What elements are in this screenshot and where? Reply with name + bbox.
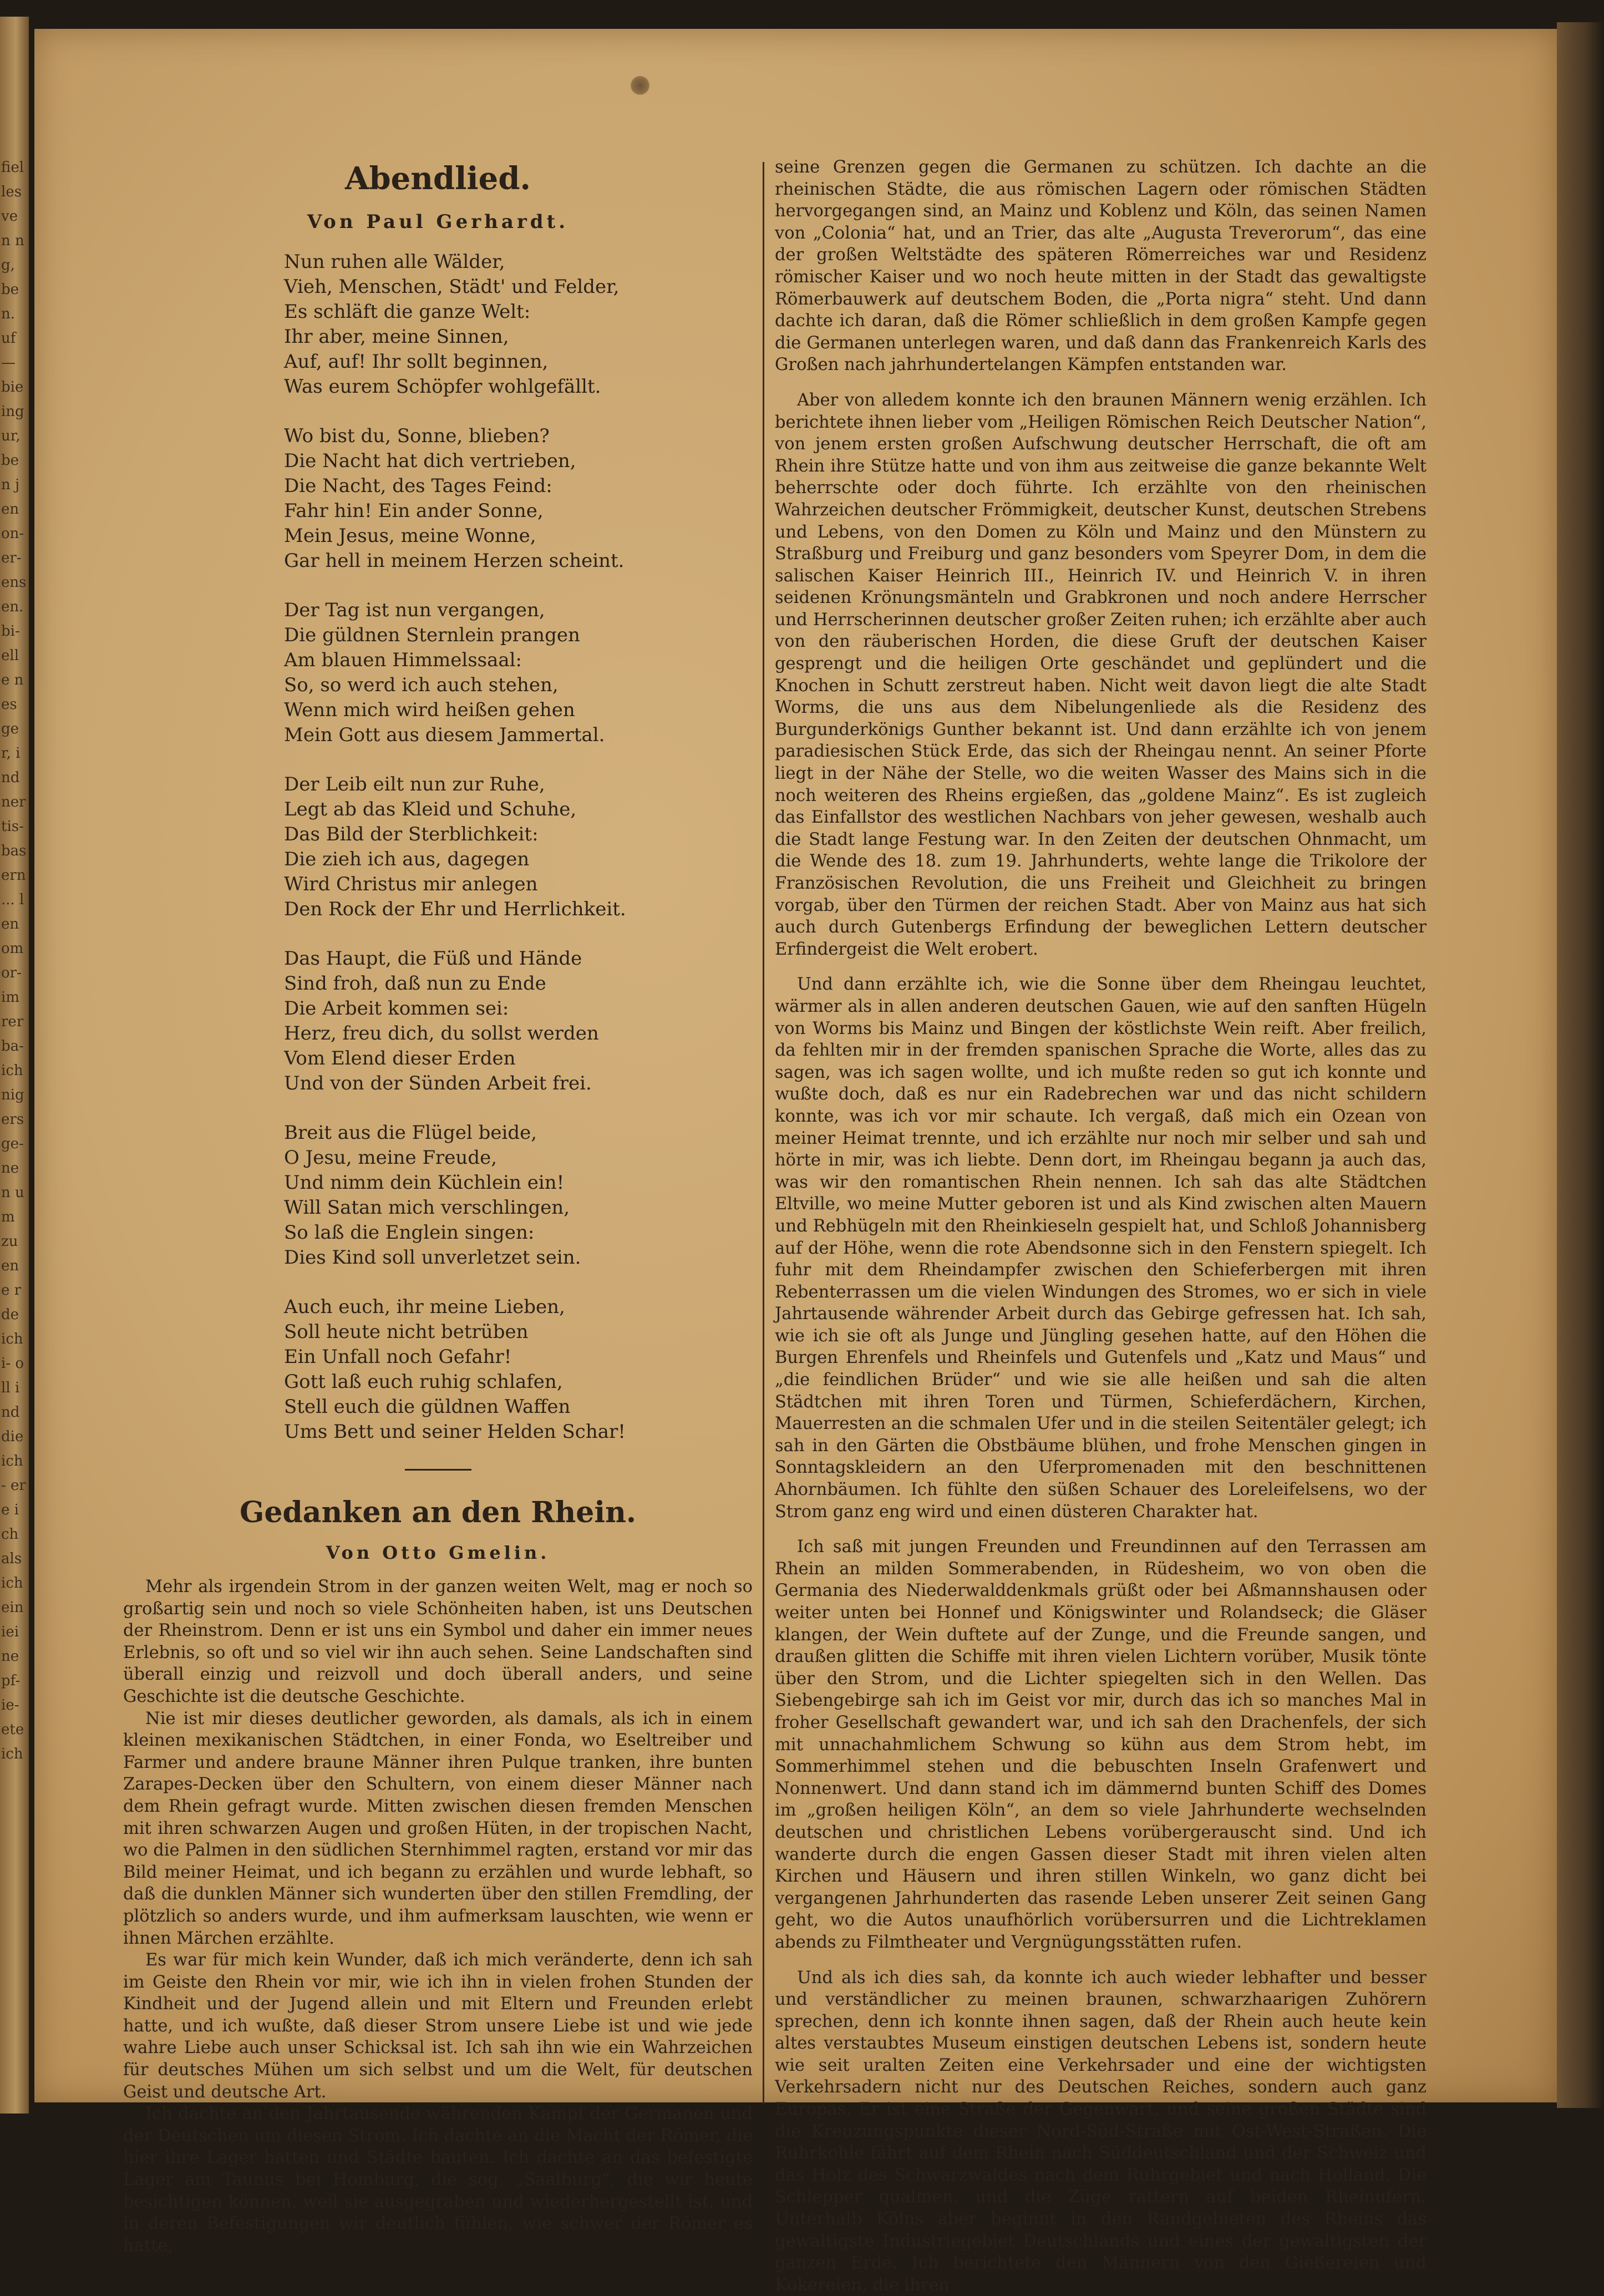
poem-line: Dies Kind soll unverletzet sein.: [284, 1245, 753, 1270]
poem-line: Mein Gott aus diesem Jammertal.: [284, 723, 753, 748]
poem-line: Gott laß euch ruhig schlafen,: [284, 1370, 753, 1395]
poem-line: Die güldnen Sternlein prangen: [284, 623, 753, 648]
adjacent-page-text: fiel les ven ng, ben. uf— bie ing ur, ben jen on- er- ens en. bi- elle nes ger, ind ner tis- bas ern ... len om or- im rer ba- ich nig ers ge- nen um zu ene rde ichi- oll ind die ich- ere ich als ich ein ieine pf- ie- ete ich: [1, 155, 27, 2041]
poem-line: Vom Elend dieser Erden: [284, 1046, 753, 1071]
poem-line: Und von der Sünden Arbeit frei.: [284, 1071, 753, 1096]
poem-line: Wenn mich wird heißen gehen: [284, 698, 753, 723]
poem-line: Vieh, Menschen, Städt' und Felder,: [284, 275, 753, 300]
article-paragraph: Mehr als irgendein Strom in der ganzen weiten Welt, mag er noch so großartig sein und noch so viele Schönheiten haben, ist uns Deutschen der Rheinstrom. Denn er ist uns ein Symbol und daher ein immer neues Erlebnis, so oft und so viel wir ihn auch sehen. Seine Landschaften sind überall einzig und reizvoll und doch überall anders, und seine Geschichte ist die deutsche Geschichte.: [123, 1576, 753, 1708]
poem-line: Den Rock der Ehr und Herrlichkeit.: [284, 897, 753, 922]
article-paragraph: Nie ist mir dieses deutlicher geworden, als damals, als ich in einem kleinen mexikanischen Städtchen, in einer Fonda, wo Eseltreiber und Farmer und andere braune Männer ihren Pulque tranken, ihre bunten Zarapes-Decken über den Schultern, von einem dieser Männer nach dem Rhein gefragt wurde. Mitten zwischen diesen fremden Menschen mit ihren schwarzen Augen und großen Hüten, in der tropischen Nacht, wo die Palmen in den südlichen Sternhimmel ragten, erstand vor mir das Bild meiner Heimat, und ich begann zu erzählen und wurde lebhaft, so daß die dunklen Männer sich wunderten über den stillen Fremdling, der plötzlich so anders wurde, und ihm aufmerksam lauschten, wie wenn er ihnen Märchen erzählte.: [123, 1708, 753, 1950]
poem-line: Die Nacht, des Tages Feind:: [284, 474, 753, 499]
poem-stanza: [284, 250, 753, 399]
poem-stanza: [284, 1295, 753, 1444]
column-divider: [763, 162, 764, 2104]
section-divider: [405, 1469, 471, 1471]
poem-line: Was eurem Schöpfer wohlgefällt.: [284, 374, 753, 399]
poem-line: Stell euch die güldnen Waffen: [284, 1395, 753, 1420]
poem-line: Will Satan mich verschlingen,: [284, 1195, 753, 1220]
poem-line: Gar hell in meinem Herzen scheint.: [284, 549, 753, 574]
poem-line: Soll heute nicht betrüben: [284, 1320, 753, 1345]
poem-line: Es schläft die ganze Welt:: [284, 300, 753, 325]
article-author: Von Otto Gmelin.: [123, 1538, 753, 1567]
poem-line: Ein Unfall noch Gefahr!: [284, 1345, 753, 1370]
right-column: [775, 156, 1427, 2296]
article-text-left: [123, 1576, 753, 2257]
poem-line: So laß die Englein singen:: [284, 1220, 753, 1245]
poem-body: [284, 250, 753, 1444]
poem-line: Auch euch, ihr meine Lieben,: [284, 1295, 753, 1320]
newspaper-page: [34, 29, 1557, 2102]
poem-title: Abendlied.: [123, 156, 753, 201]
poem-author: Von Paul Gerhardt.: [123, 207, 753, 236]
article-paragraph: Ich saß mit jungen Freunden und Freundinnen auf den Terrassen am Rhein an milden Sommerabenden, in Rüdesheim, wo von oben die Germania des Niederwalddenkmals grüßt oder bei Aßmannshausen oder weiter unten bei Honnef und Königswinter und Rolandseck; die Gläser klangen, der Wein duftete auf der Zunge, und die Freunde sangen, und draußen glitten die Schiffe mit ihren vielen Lichtern vorüber, Musik tönte über den Strom, und die Lichter spiegelten sich in den Wellen. Das Siebengebirge sah ich im Geist vor mir, durch das ich so manches Mal in froher Gesellschaft gewandert war, und ich sah den Drachenfels, der sich mit unnachahmlichem Schwung so kühn aus dem Strom hebt, im Sommerhimmel stehen und die bebuschten Inseln Grafenwert und Nonnenwert. Und dann stand ich im dämmernd bunten Schiff des Domes im „großen heiligen Köln“, an dem so viele Jahrhunderte wechselnden deutschen und christlichen Lebens vorübergerauscht sind. Und ich wanderte durch die engen Gassen dieser Stadt mit ihren vielen alten Kirchen und Häusern und ihren stillen Winkeln, wo ganz dicht bei vergangenen Jahrhunderten das rasende Leben unserer Zeit seinen Gang geht, wo die Autos unaufhörlich vorübersurren und die Lichtreklamen abends zu Filmtheater und Vergnügungsstätten rufen.: [775, 1536, 1427, 1953]
article-paragraph: seine Grenzen gegen die Germanen zu schützen. Ich dachte an die rheinischen Städte, die aus römischen Lagern oder römischen Städten hervorgegangen sind, an Mainz und Koblenz und Köln, das seinen Namen von „Colonia“ hat, und an Trier, das alte „Augusta Treverorum“, das eine der großen Weltstädte des späteren Römerreiches war und Residenz römischer Kaiser und wo noch heute mitten in der Stadt das gewaltigste Römerbauwerk auf deutschem Boden, die „Porta nigra“ steht. Und dann dachte ich daran, daß die Römer schließlich in dem großen Kampfe gegen die Germanen unterlegen waren, und daß dann das Frankenreich Karls des Großen nach jahrhundertelangen Kämpfen entstanden war.: [775, 156, 1427, 376]
poem-section: [123, 156, 753, 1444]
poem-stanza: [284, 772, 753, 922]
article-paragraph: Und als ich dies sah, da konnte ich auch wieder lebhafter und besser und verständlicher zu meinen braunen, schwarzhaarigen Zuhörern sprechen, denn ich konnte ihnen sagen, daß der Rhein auch heute kein altes verstaubtes Museum einstigen deutschen Lebens ist, sondern heute wie seit uralten Zeiten eine Verkehrsader und eine der wichtigsten Verkehrsadern nicht nur des Deutschen Reiches, sondern auch ganz Europas. Er ist eine Straße der Gegenwart, und seine großen Städte sind die Kreuzungspunkte dieser Nord-Süd-Straße mit Ost-West-Straßen. Die Ruhrkohle fährt auf dem Rhein nach Süddeutschland und der Schweiz und das Holz des Schwarzwaldes nach dem Ruhrgebiet und nach Holland. Die Schlepper qualmen, und die Züge rattern auf beiden Rheinufern. Unterhalb Kölns aber beginnt in den Randgebieten des Rheins das gewaltigste Industriegebiet Deutschlands und eines der gewaltigsten der ganzen Erde. Ich berichtete den Männern von den Gießereien und Kokereien, die ihren: [775, 1967, 1427, 2296]
article-paragraph: Es war für mich kein Wunder, daß ich mich veränderte, denn ich sah im Geiste den Rhein vor mir, wie ich ihn in vielen frohen Stunden der Kindheit und der Jugend allein und mit Eltern und Freunden erlebt hatte, und ich wußte, daß dieser Strom unsere Liebe ist und wie jede wahre Liebe auch unser Schicksal ist. Ich sah ihn wie ein Wahrzeichen für deutsches Mühen um sich selbst und um die Welt, für deutschen Geist und deutsche Art.: [123, 1949, 753, 2103]
poem-line: Nun ruhen alle Wälder,: [284, 250, 753, 275]
poem-stanza: [284, 424, 753, 574]
poem-line: Das Bild der Sterblichkeit:: [284, 822, 753, 847]
poem-line: Sind froh, daß nun zu Ende: [284, 971, 753, 996]
poem-line: Mein Jesus, meine Wonne,: [284, 524, 753, 549]
left-column: [123, 156, 753, 2257]
poem-stanza: [284, 1121, 753, 1270]
poem-line: Das Haupt, die Füß und Hände: [284, 946, 753, 971]
poem-line: Die Nacht hat dich vertrieben,: [284, 449, 753, 474]
poem-line: Legt ab das Kleid und Schuhe,: [284, 797, 753, 822]
poem-line: O Jesu, meine Freude,: [284, 1146, 753, 1170]
poem-line: Wo bist du, Sonne, blieben?: [284, 424, 753, 449]
poem-line: Breit aus die Flügel beide,: [284, 1121, 753, 1146]
article-title: Gedanken an den Rhein.: [123, 1491, 753, 1535]
poem-line: Am blauen Himmelssaal:: [284, 648, 753, 673]
poem-line: Wird Christus mir anlegen: [284, 872, 753, 897]
poem-line: Auf, auf! Ihr sollt beginnen,: [284, 349, 753, 374]
poem-line: Die zieh ich aus, dagegen: [284, 847, 753, 872]
poem-line: Der Leib eilt nun zur Ruhe,: [284, 772, 753, 797]
adjacent-page-strip: [0, 17, 29, 2113]
article-paragraph: Ich dachte an den Jahrtausende währenden Kampf der Germanen und der Deutschen um diesen Strom. Ich dachte an die Macht der Römer, die hier ihre Lager hatten und Städte bauten. Ich dachte an das befestigte Lager am Taunus bei Homburg, die sog. „Saalburg“, die wir heute besichtigen können, weil sie ausgegraben und wiederhergestellt ist, und in deren Befestigungen wir deutlich fühlen, wie schwer der Römer es hatte,: [123, 2103, 753, 2257]
poem-line: Der Tag ist nun vergangen,: [284, 598, 753, 623]
binding-hole-icon: [631, 76, 649, 95]
article-section: [123, 1491, 753, 2257]
poem-line: So, so werd ich auch stehen,: [284, 673, 753, 698]
article-paragraph: Und dann erzählte ich, wie die Sonne über dem Rheingau leuchtet, wärmer als in allen anderen deutschen Gauen, wie auf den sanften Hügeln von Worms bis Mainz und Bingen der köstlichste Wein reift. Aber freilich, da fehlten mir in der fremden spanischen Sprache die Worte, alles das zu sagen, was ich sagen wollte, und ich mußte reden so gut ich konnte und wußte doch, daß es nur ein Radebrechen war und das nicht schildern konnte, was ich vor mir schaute. Ich vergaß, daß mich ein Ozean von meiner Heimat trennte, und ich erzählte nur noch mir selber und sah und hörte in mir, was ich liebte. Denn dort, im Rheingau begann ja auch das, was wir den romantischen Rhein nennen. Ich sah das alte Städtchen Eltville, wo meine Mutter geboren ist und als Kind zwischen alten Mauern und Rebhügeln mit den Rheinkieseln gespielt hat, und Schloß Johannisberg auf der Höhe, wenn die rote Abendsonne sich in den Fenstern spiegelt. Ich fuhr mit dem Rheindampfer zwischen den Schieferbergen mit ihren Rebenterrassen um die vielen Windungen des Stromes, wo er sich in viele Jahrtausende währender Arbeit durch das Gebirge gefressen hat. Ich sah, wie ich sie oft als Junge und Jüngling gesehen hatte, auf den Höhen die Burgen Ehrenfels und Rheinfels und Gutenfels und „Katz und Maus“ und „die feindlichen Brüder“ und wie sie alle heißen und sah die alten Städtchen mit ihren Toren und Türmen, Schieferdächern, Kirchen, Mauerresten an die schmalen Ufer und in die steilen Seitentäler gelegt; ich sah in den Gärten die Obstbäume blühen, und frohe Menschen gingen in Sonntagskleidern an den Uferpromenaden mit den beschnittenen Ahornbäumen. Ich fühlte den süßen Schauer des Loreleifelsens, wo der Strom ganz eng wird und einen düsteren Charakter hat.: [775, 974, 1427, 1523]
poem-line: Ums Bett und seiner Helden Schar!: [284, 1420, 753, 1444]
poem-line: Fahr hin! Ein ander Sonne,: [284, 499, 753, 524]
poem-stanza: [284, 946, 753, 1096]
page-edge-shadow: [1557, 22, 1604, 2108]
article-paragraph: Aber von alledem konnte ich den braunen Männern wenig erzählen. Ich berichtete ihnen lieber vom „Heiligen Römischen Reich Deutscher Nation“, von jenem ersten großen Aufschwung deutscher Herrschaft, die oft am Rhein ihre Stütze hatte und von ihm aus zeitweise die ganze bekannte Welt beherrschte oder doch führte. Ich erzählte von den rheinischen Wahrzeichen deutscher Frömmigkeit, deutscher Kunst, deutschen Strebens und Lebens, von den Domen zu Köln und Mainz und den Münstern zu Straßburg und Freiburg und ganz besonders vom Speyrer Dom, in dem die salischen Kaiser Heinrich III., Heinrich IV. und Heinrich V. in ihren seidenen Krönungsmänteln und Grabkronen und noch andere Herrscher und Herrscherinnen deutscher großer Zeiten ruhen; ich erzählte aber auch von den räuberischen Horden, die diese Gruft der deutschen Kaiser gesprengt und die heiligen Orte geschändet und geplündert und die Knochen in Schutt zerstreut haben. Nicht weit davon liegt die alte Stadt Worms, die uns aus dem Nibelungenliede als die Residenz des Burgunderkönigs Gunther bekannt ist. Und dann erzählte ich von jenem paradiesischen Stück Erde, das sich der Rheingau nennt. An seiner Pforte liegt in der Nähe der Stelle, wo die weiten Wasser des Mains sich in die noch weiteren des Rheins ergießen, das „goldene Mainz“. Es ist zugleich das Einfallstor des westlichen Nachbars von jeher gewesen, weshalb auch die Stadt lange Festung war. In den Zeiten der deutschen Ohnmacht, um die Wende des 18. zum 19. Jahrhunderts, wehte lange die Trikolore der Französischen Revolution, die uns Freiheit und Gleichheit zu bringen vorgab, über den Türmen der reichen Stadt. Aber von Mainz aus hat sich auch durch Gutenbergs Erfindung der beweglichen Lettern deutscher Erfindergeist die Welt erobert.: [775, 389, 1427, 960]
article-text-right: [775, 156, 1427, 2296]
poem-line: Herz, freu dich, du sollst werden: [284, 1021, 753, 1046]
poem-line: Ihr aber, meine Sinnen,: [284, 325, 753, 349]
poem-stanza: [284, 598, 753, 748]
poem-line: Und nimm dein Küchlein ein!: [284, 1170, 753, 1195]
poem-line: Die Arbeit kommen sei:: [284, 996, 753, 1021]
